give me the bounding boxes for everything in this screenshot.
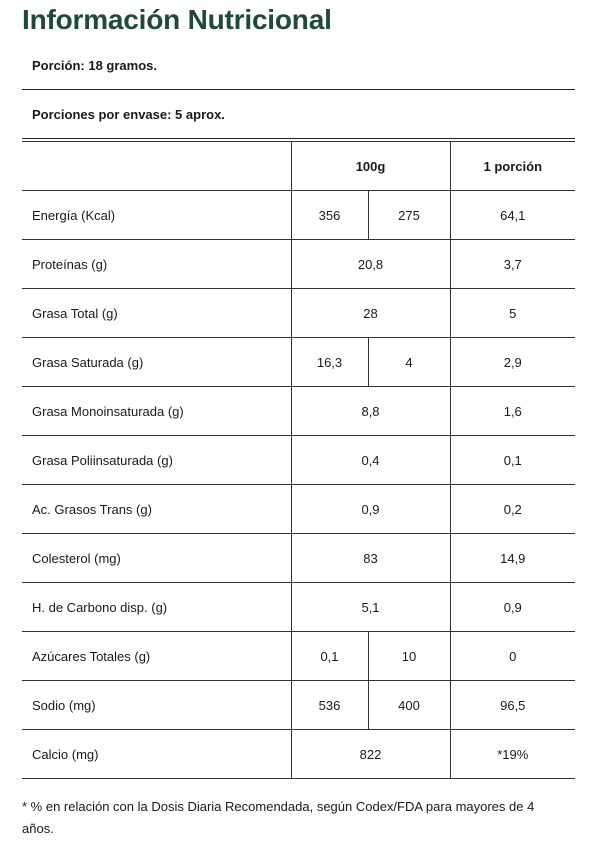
value-100g: 0,9 bbox=[291, 485, 450, 534]
nutrition-table-body bbox=[22, 191, 575, 779]
table-row bbox=[22, 534, 575, 583]
value-100g-a: 0,1 bbox=[291, 632, 368, 681]
nutrient-label: Calcio (mg) bbox=[22, 730, 291, 779]
table-row bbox=[22, 289, 575, 338]
nutrient-label: Energía (Kcal) bbox=[22, 191, 291, 240]
value-per-serving: 1,6 bbox=[450, 387, 575, 436]
table-row bbox=[22, 583, 575, 632]
value-100g: 8,8 bbox=[291, 387, 450, 436]
table-header-row bbox=[22, 142, 575, 191]
table-row bbox=[22, 387, 575, 436]
value-100g: 28 bbox=[291, 289, 450, 338]
value-per-serving: 2,9 bbox=[450, 338, 575, 387]
value-per-serving: 64,1 bbox=[450, 191, 575, 240]
value-100g-a: 536 bbox=[291, 681, 368, 730]
header-nutrient bbox=[22, 142, 291, 191]
header-per-serving: 1 porción bbox=[450, 142, 575, 191]
value-100g-b: 400 bbox=[368, 681, 450, 730]
table-row bbox=[22, 632, 575, 681]
table-row bbox=[22, 240, 575, 289]
table-row bbox=[22, 681, 575, 730]
value-100g-a: 16,3 bbox=[291, 338, 368, 387]
value-per-serving: 5 bbox=[450, 289, 575, 338]
value-per-serving: 0,9 bbox=[450, 583, 575, 632]
value-100g: 20,8 bbox=[291, 240, 450, 289]
table-row bbox=[22, 191, 575, 240]
value-per-serving: 0,2 bbox=[450, 485, 575, 534]
nutrient-label: Grasa Monoinsaturada (g) bbox=[22, 387, 291, 436]
nutrition-table bbox=[22, 141, 575, 779]
value-100g: 83 bbox=[291, 534, 450, 583]
serving-size-text: Porción: 18 gramos. bbox=[32, 58, 157, 73]
value-per-serving: *19% bbox=[450, 730, 575, 779]
value-per-serving: 96,5 bbox=[450, 681, 575, 730]
value-100g: 822 bbox=[291, 730, 450, 779]
servings-per-container bbox=[22, 91, 575, 139]
nutrient-label: Ac. Grasos Trans (g) bbox=[22, 485, 291, 534]
serving-size bbox=[22, 42, 575, 90]
value-100g-b: 10 bbox=[368, 632, 450, 681]
value-per-serving: 3,7 bbox=[450, 240, 575, 289]
value-per-serving: 14,9 bbox=[450, 534, 575, 583]
value-100g: 0,4 bbox=[291, 436, 450, 485]
nutrient-label: Colesterol (mg) bbox=[22, 534, 291, 583]
nutrient-label: Grasa Total (g) bbox=[22, 289, 291, 338]
table-row bbox=[22, 436, 575, 485]
nutrient-label: Grasa Poliinsaturada (g) bbox=[22, 436, 291, 485]
nutrient-label: Sodio (mg) bbox=[22, 681, 291, 730]
value-per-serving: 0,1 bbox=[450, 436, 575, 485]
nutrient-label: Proteínas (g) bbox=[22, 240, 291, 289]
nutrient-label: Grasa Saturada (g) bbox=[22, 338, 291, 387]
value-100g-a: 356 bbox=[291, 191, 368, 240]
footnote: * % en relación con la Dosis Diaria Recomendada, según Codex/FDA para mayores de 4 años. bbox=[22, 799, 535, 836]
header-100g: 100g bbox=[291, 142, 450, 191]
table-row bbox=[22, 485, 575, 534]
page-title: Información Nutricional bbox=[22, 4, 332, 35]
value-100g: 5,1 bbox=[291, 583, 450, 632]
table-row bbox=[22, 338, 575, 387]
value-100g-b: 4 bbox=[368, 338, 450, 387]
value-per-serving: 0 bbox=[450, 632, 575, 681]
servings-per-container-text: Porciones por envase: 5 aprox. bbox=[32, 107, 225, 122]
table-row bbox=[22, 730, 575, 779]
nutrient-label: Azúcares Totales (g) bbox=[22, 632, 291, 681]
nutrient-label: H. de Carbono disp. (g) bbox=[22, 583, 291, 632]
value-100g-b: 275 bbox=[368, 191, 450, 240]
